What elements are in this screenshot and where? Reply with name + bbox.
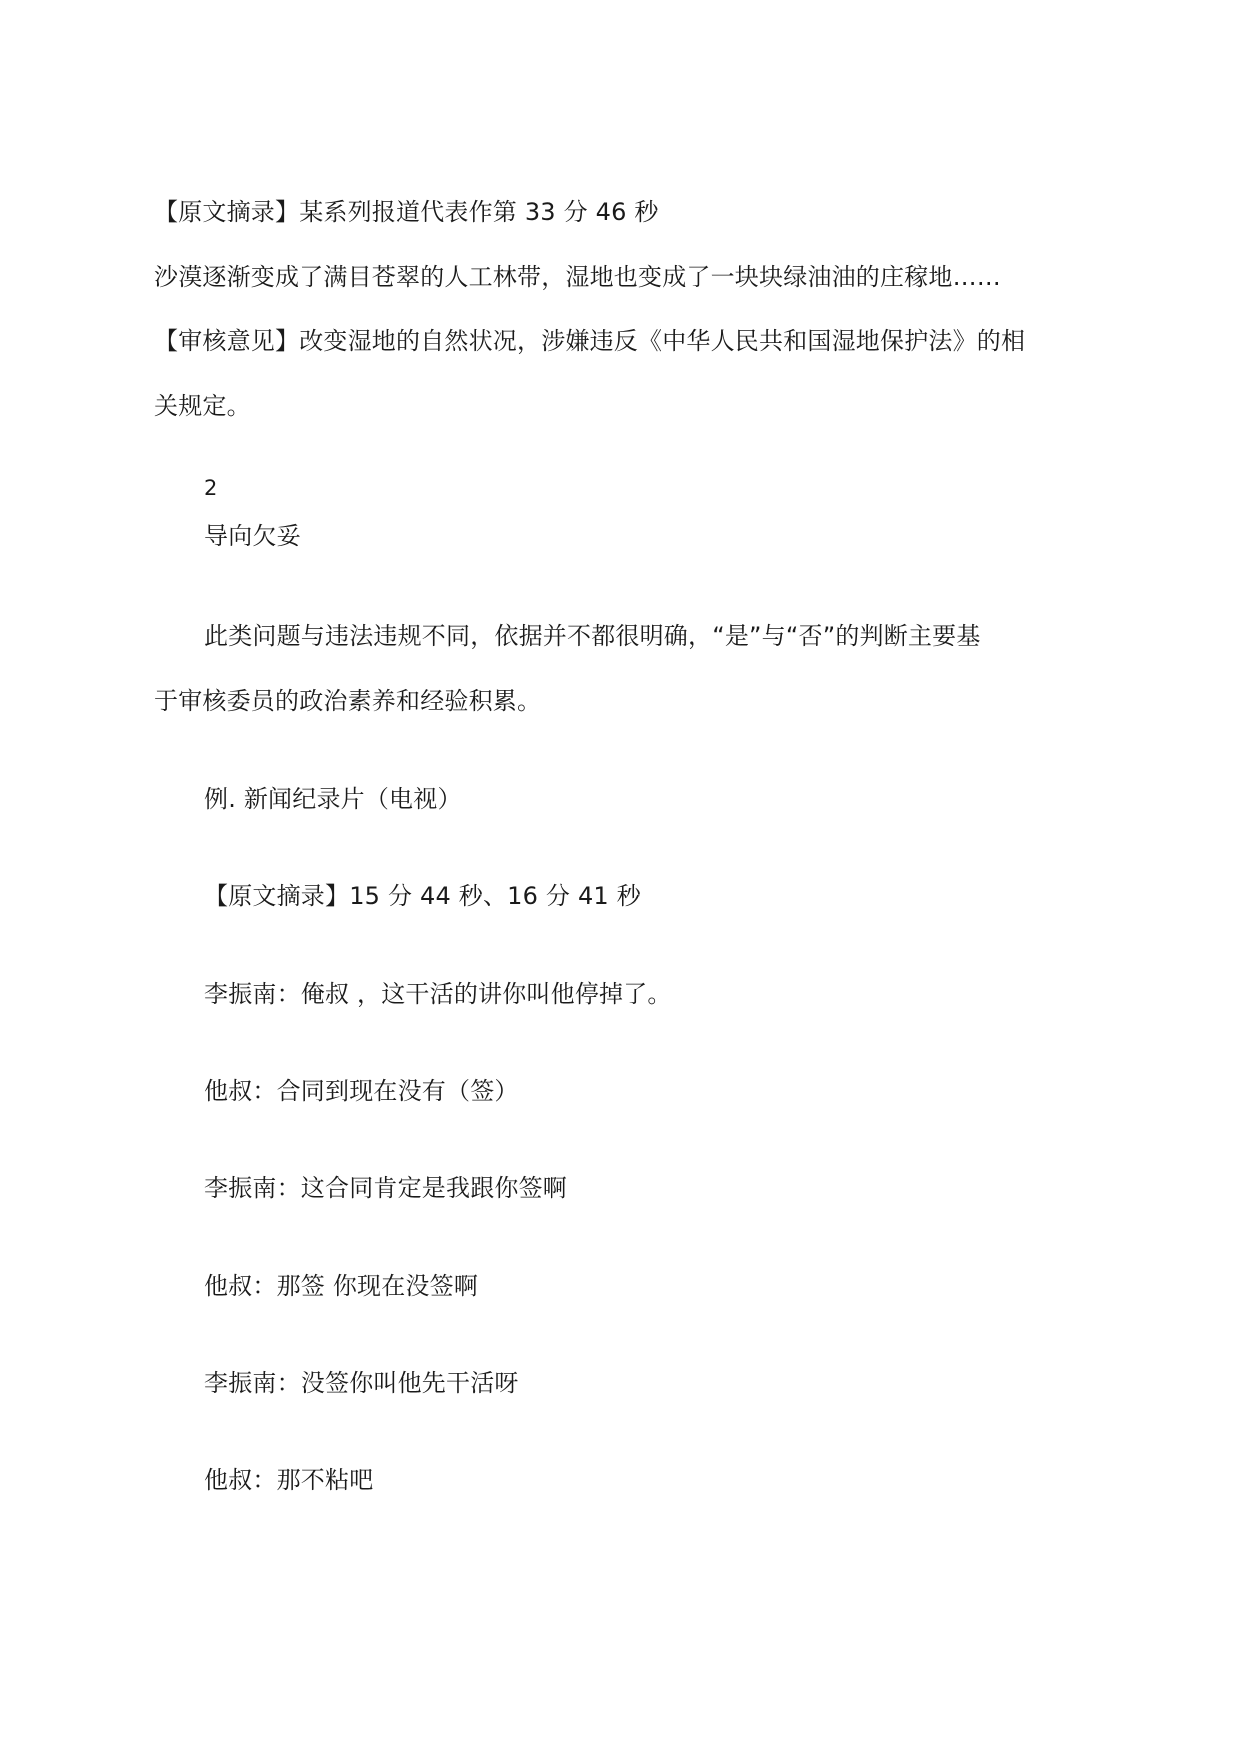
review-opinion-line-2: 关规定。 — [154, 392, 251, 420]
section-title: 导向欠妥 — [204, 522, 301, 550]
excerpt-text: 沙漠逐渐变成了满目苍翠的人工林带，湿地也变成了一块块绿油油的庄稼地…… — [154, 263, 1001, 291]
review-opinion-line-1: 【审核意见】改变湿地的自然状况，涉嫌违反《中华人民共和国湿地保护法》的相 — [154, 327, 1026, 355]
paragraph-line-1: 此类问题与违法违规不同，依据并不都很明确，“是”与“否”的判断主要基 — [204, 622, 981, 650]
section-number: 2 — [204, 476, 218, 500]
paragraph-line-2: 于审核委员的政治素养和经验积累。 — [154, 687, 542, 715]
dialogue-line: 李振南：没签你叫他先干活呀 — [204, 1369, 519, 1397]
dialogue-line: 李振南：这合同肯定是我跟你签啊 — [204, 1174, 567, 1202]
dialogue-line: 他叔：那签 你现在没签啊 — [204, 1272, 479, 1300]
dialogue-line: 他叔：那不粘吧 — [204, 1466, 374, 1494]
excerpt-heading: 【原文摘录】某系列报道代表作第 33 分 46 秒 — [154, 198, 659, 226]
excerpt-heading-2: 【原文摘录】15 分 44 秒、16 分 41 秒 — [204, 882, 641, 910]
dialogue-line: 他叔：合同到现在没有（签） — [204, 1077, 519, 1105]
example-label: 例. 新闻纪录片（电视） — [204, 785, 462, 813]
dialogue-line: 李振南：俺叔 ，这干活的讲你叫他停掉了。 — [204, 980, 672, 1008]
